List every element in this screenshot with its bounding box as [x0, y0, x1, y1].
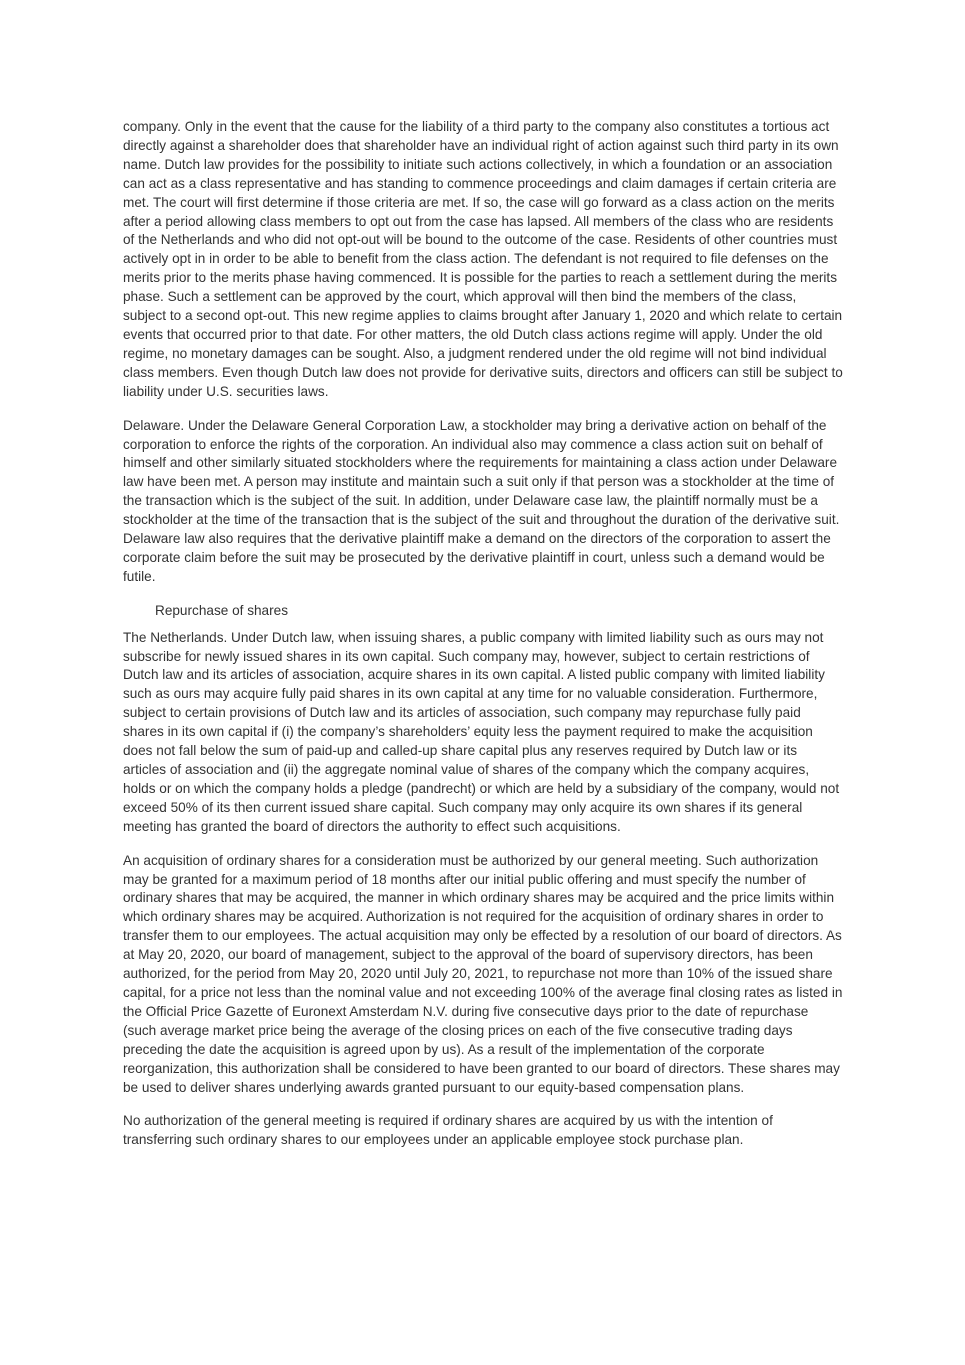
- paragraph-delaware-derivative-suits: Delaware. Under the Delaware General Corporation Law, a stockholder may bring a derivative action on behalf of the corporation to enforce the rights of the corporation. An individual also may commence a class action suit on behalf of himself and other similarly situated stockholders where the requirements for maintaining a class action under Delaware law have been met. A person may institute and maintain such a suit only if that person was a stockholder at the time of the transaction which is the subject of the suit. In addition, under Delaware case law, the plaintiff normally must be a stockholder at the time of the transaction that is the subject of the suit and throughout the duration of the derivative suit. Delaware law also requires that the derivative plaintiff make a demand on the directors of the corporation to assert the corporate claim before the suit may be prosecuted by the derivative plaintiff in court, unless such a demand would be futile.: [123, 417, 840, 584]
- paragraph-acquisition-authorization: An acquisition of ordinary shares for a consideration must be authorized by our general meeting. Such authorization may be granted for a maximum period of 18 months after our initial public offering and must specify the number of ordinary shares that may be acquired, the manner in which ordinary shares may be acquired and the price limits within which ordinary shares may be acquired. Authorization is not required for the acquisition of ordinary shares in order to transfer them to our employees. The actual acquisition may only be effected by a resolution of our board of directors. As at May 20, 2020, our board of management, subject to the approval of the board of supervisory directors, has been authorized, for the period from May 20, 2020 until July 20, 2021, to repurchase not more than 10% of the issued share capital, for a price not less than the nominal value and not exceeding 100% of the average final closing rates as listed in the Official Price Gazette of Euronext Amsterdam N.V. during five consecutive days prior to the date of repurchase (such average market price being the average of the closing prices on each of the five consecutive trading days preceding the date the acquisition is agreed upon by us). As a result of the implementation of the corporate reorganization, this authorization shall be considered to have been granted to our board of directors. These shares may be used to deliver shares underlying awards granted pursuant to our equity-based compensation plans.: [123, 852, 843, 1095]
- section-heading-repurchase-of-shares: Repurchase of shares: [155, 602, 288, 618]
- paragraph-employee-stock-plan: No authorization of the general meeting is required if ordinary shares are acquired by us with the intention of transferring such ordinary shares to our employees under an applicable employee stock purchase plan.: [123, 1113, 773, 1148]
- paragraph-dutch-class-actions: company. Only in the event that the cause for the liability of a third party to the company also constitutes a tortious act directly against a shareholder does that shareholder have an individual right of action against such third party in its own name. Dutch law provides for the possibility to initiate such actions collectively, in which a foundation or an association can act as a class representative and has standing to commence proceedings and claim damages if certain criteria are met. The court will first determine if those criteria are met. If so, the case will go forward as a class action on the merits after a period allowing class members to opt out from the case has lapsed. All members of the class who are residents of the Netherlands and who did not opt-out will be bound to the outcome of the case. Residents of other countries must actively opt in in order to be able to benefit from the class action. The defendant is not required to file defenses on the merits prior to the merits phase having commenced. It is possible for the parties to reach a settlement during the merits phase. Such a settlement can be approved by the court, which approval will then bind the members of the class, subject to a second opt-out. This new regime applies to claims brought after January 1, 2020 and which relate to certain events that occurred prior to that date. For other matters, the old Dutch class actions regime will apply. Under the old regime, no monetary damages can be sought. Also, a judgment rendered under the old regime will not bind individual class members. Even though Dutch law does not provide for derivative suits, directors and officers can still be subject to liability under U.S. securities laws.: [123, 119, 843, 399]
- document-page: [123, 118, 843, 1165]
- paragraph-netherlands-repurchase: The Netherlands. Under Dutch law, when issuing shares, a public company with limited liability such as ours may not subscribe for newly issued shares in its own capital. Such company may, however, subject to certain restrictions of Dutch law and its articles of association, acquire shares in its own capital. A listed public company with limited liability such as ours may acquire fully paid shares in its own capital at any time for no valuable consideration. Furthermore, subject to certain provisions of Dutch law and its articles of association, such company may repurchase fully paid shares in its own capital if (i) the company’s shareholders’ equity less the payment required to make the acquisition does not fall below the sum of paid-up and called-up share capital plus any reserves required by Dutch law or its articles of association and (ii) the aggregate nominal value of shares of the company which the company acquires, holds or on which the company holds a pledge (pandrecht) or which are held by a subsidiary of the company, would not exceed 50% of its then current issued share capital. Such company may only acquire its own shares if its general meeting has granted the board of directors the authority to effect such acquisitions.: [123, 629, 840, 834]
